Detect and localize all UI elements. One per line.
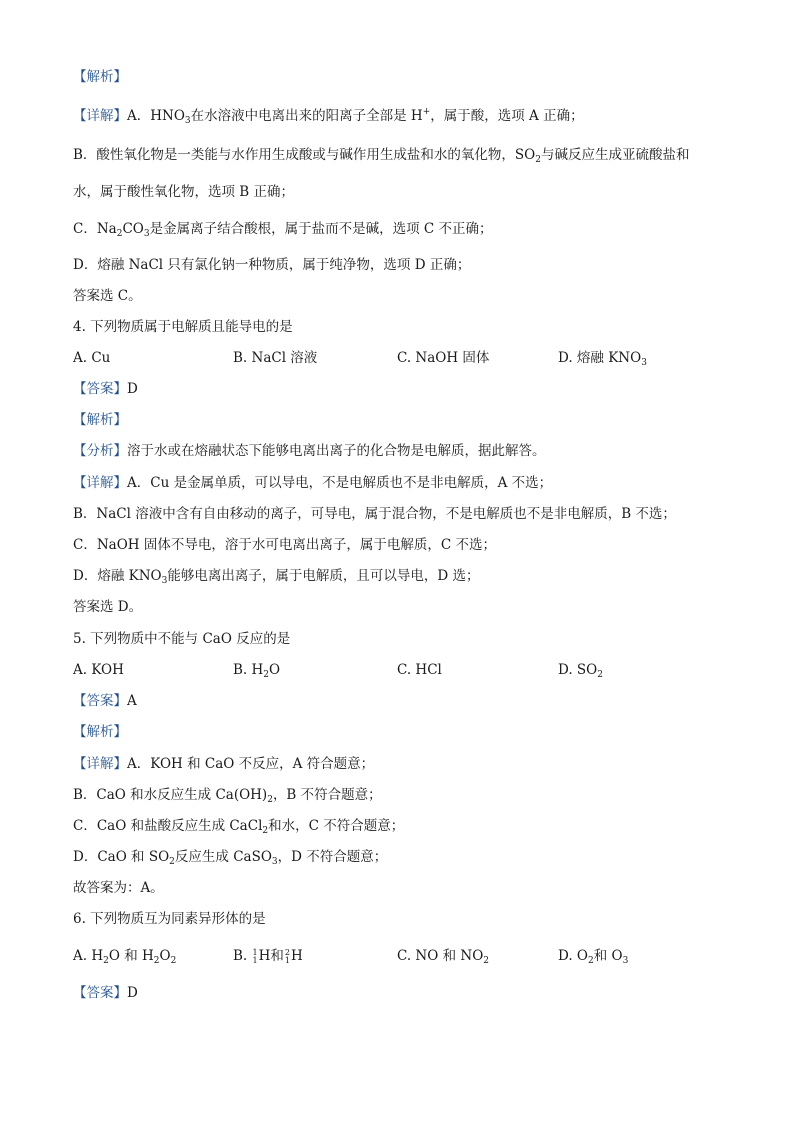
nuclide-h1: 1 1 H (252, 947, 271, 965)
q6-stem: 6. 下列物质互为同素异形体的是 (73, 911, 266, 927)
q4-option-b: B. NaCl 溶液 (233, 350, 318, 366)
q3-detail-b-cont: 水，属于酸性氧化物，选项 B 正确； (73, 184, 295, 200)
q3-detail-b: B．酸性氧化物是一类能与水作用生成酸或与碱作用生成盐和水的氧化物，$SO_2$与碱反应生成亚硫酸盐和 (73, 147, 690, 165)
q4-option-c: C. NaOH 固体 (397, 350, 490, 366)
q4-jiexi-heading (73, 411, 754, 429)
q5-option-d: D. $SO_2$ (558, 662, 603, 680)
q3-detail-c: C．$Na_2CO_3$是金属离子结合酸根，属于盐而不是碱，选项 C 不正确； (73, 221, 493, 239)
q5-jiexi-heading (73, 723, 754, 741)
q4-answer (73, 380, 754, 398)
q4-option-a: A. Cu (73, 350, 111, 366)
q3-detail-a: 【详解】A．$HNO_3$在水溶液中电离出来的阳离子全部是 H+，属于酸，选项 A 正确； (73, 107, 584, 126)
q6-option-a: A. $H_2O$ 和 $H_2O_2$ (73, 948, 177, 966)
jiexi-label: 【解析】 (73, 412, 127, 428)
jiexi-label: 【解析】 (73, 69, 127, 85)
q5-option-a: A. KOH (73, 662, 124, 678)
q5-options (73, 661, 753, 679)
formula-hno3: $HNO_3$ (150, 108, 191, 126)
answer-value: D (127, 985, 138, 1001)
q6-option-c: C. NO 和 $NO_2$ (397, 948, 490, 966)
q4-detail-b: B．NaCl 溶液中含有自由移动的离子，可导电，属于混合物，不是电解质也不是非电解质，B 不选； (73, 506, 676, 522)
formula-na2co3: $Na_2CO_3$ (96, 221, 150, 239)
q5-detail-a: 【详解】A．KOH 和 CaO 不反应，A 符合题意； (73, 756, 375, 772)
formula-so2: $SO_2$ (514, 147, 541, 165)
nuclide-h2: 2 1 H (284, 947, 303, 965)
q4-stem: 4. 下列物质属于电解质且能导电的是 (73, 319, 293, 335)
q4-detail-a: 【详解】A．Cu 是金属单质，可以导电，不是电解质也不是非电解质，A 不选； (73, 475, 553, 491)
detail-label: 【详解】 (73, 108, 127, 124)
q4-detail-c: C．NaOH 固体不导电，溶于水可电离出离子，属于电解质，C 不选； (73, 537, 496, 553)
answer-label: 【答案】 (73, 693, 127, 709)
q3-detail-d: D．熔融 NaCl 只有氯化钠一种物质，属于纯净物，选项 D 正确； (73, 257, 471, 273)
q3-jiexi-heading (73, 68, 754, 86)
q6-option-d: D. $O_2$和 $O_3$ (558, 948, 629, 966)
q6-option-b: B. 1 1 H和 2 1 H (233, 947, 303, 965)
q3-answer-line: 答案选 C。 (73, 288, 142, 304)
answer-label: 【答案】 (73, 381, 127, 397)
q4-options (73, 349, 753, 367)
q6-options (73, 947, 753, 965)
q5-option-c: C. HCl (397, 662, 442, 678)
q6-answer (73, 984, 754, 1002)
answer-label: 【答案】 (73, 985, 127, 1001)
q4-option-d: D. 熔融 $KNO_3$ (558, 350, 647, 368)
q5-detail-d: D．CaO 和 $SO_2$反应生成 CaSO$_3$，D 不符合题意； (73, 849, 388, 867)
q5-stem: 5. 下列物质中不能与 CaO 反应的是 (73, 631, 291, 647)
q5-option-b: B. $H_2O$ (233, 662, 281, 680)
q5-detail-b: B．CaO 和水反应生成 $Ca(OH)_2$，B 不符合题意； (73, 787, 382, 805)
detail-label: 【详解】 (73, 756, 127, 772)
answer-value: A (127, 693, 137, 709)
q5-detail-c: C．CaO 和盐酸反应生成 CaCl$_2$和水，C 不符合题意； (73, 818, 405, 836)
jiexi-label: 【解析】 (73, 724, 127, 740)
q5-answer-line: 故答案为：A。 (73, 880, 164, 896)
detail-label: 【详解】 (73, 475, 127, 491)
q5-answer (73, 692, 754, 710)
fenxi-label: 【分析】 (73, 443, 127, 459)
q4-fenxi: 【分析】溶于水或在熔融状态下能够电离出离子的化合物是电解质，据此解答。 (73, 443, 546, 459)
q4-answer-line: 答案选 D。 (73, 599, 143, 615)
answer-value: D (127, 381, 138, 397)
q4-detail-d: D．熔融 $KNO_3$能够电离出离子，属于电解质，且可以导电，D 选； (73, 568, 480, 586)
